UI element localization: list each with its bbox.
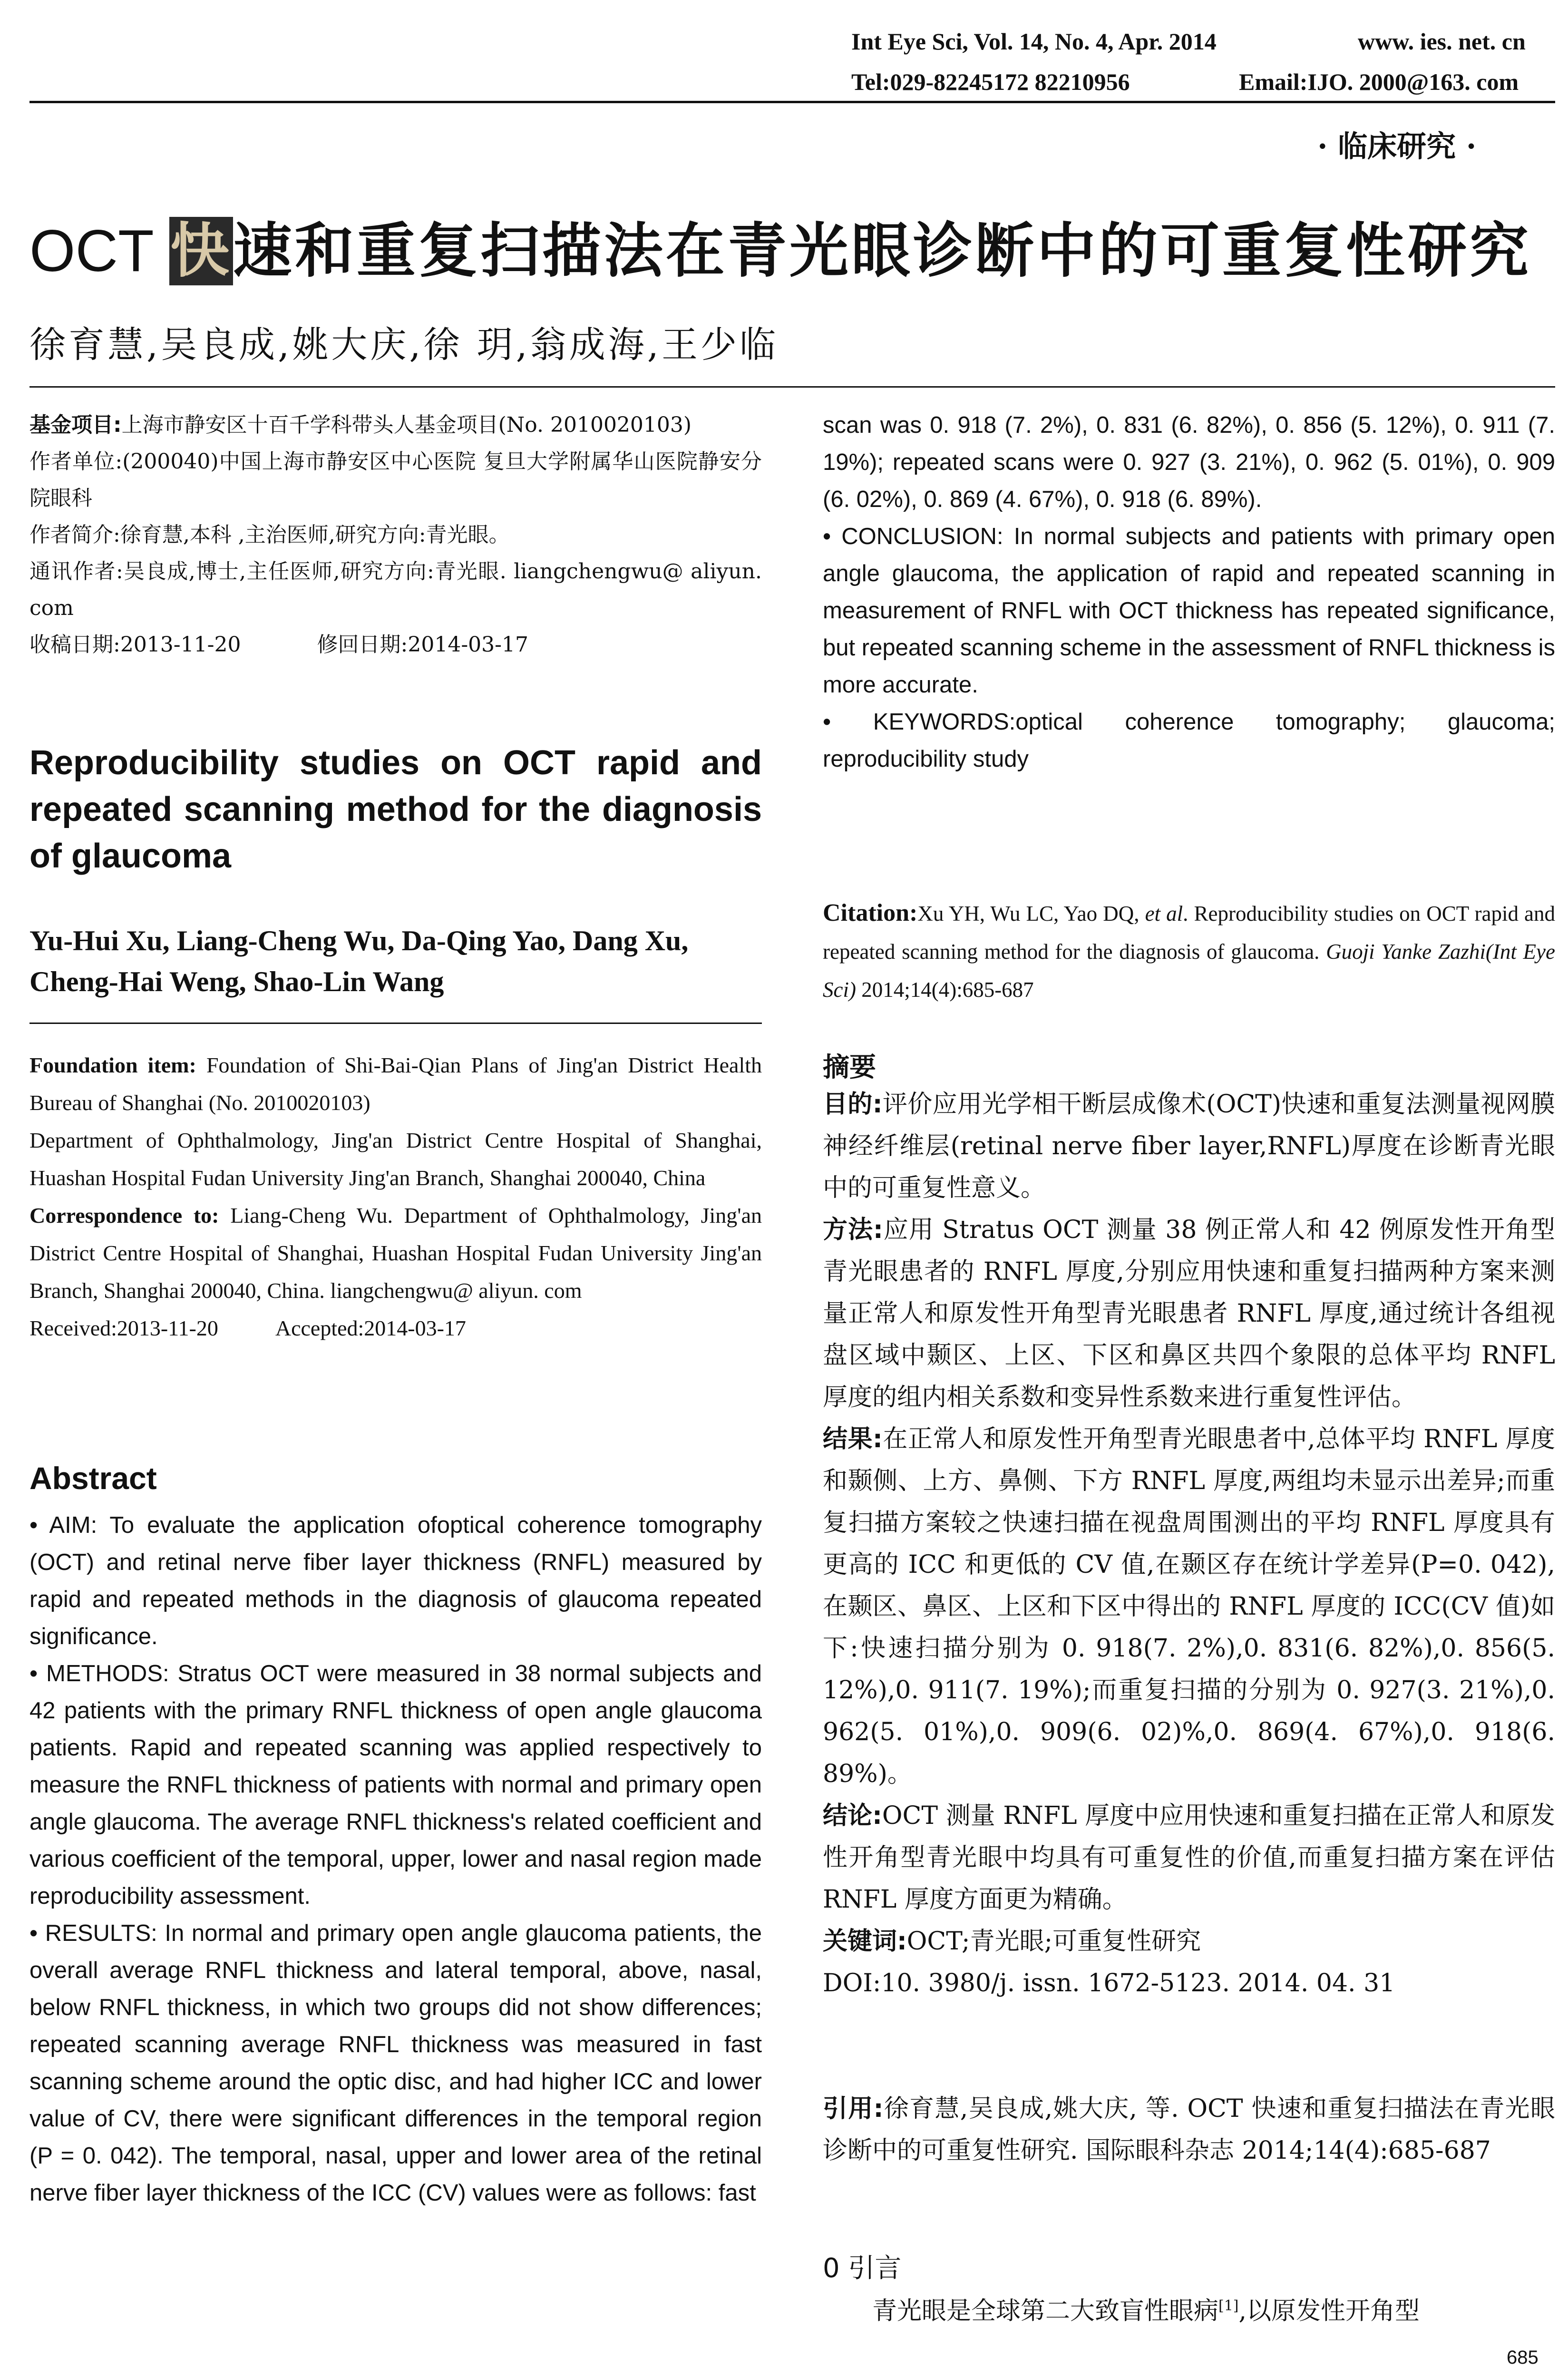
- dates-cn: [29, 626, 762, 663]
- cn-methods: [823, 1209, 1555, 1418]
- cn-results-text: 在正常人和原发性开角型青光眼患者中,总体平均 RNFL 厚度和颞侧、上方、鼻侧、下方 RNFL 厚度,两组均未显示出差异;而重复扫描方案较之快速扫描在视盘周围测出的平均 RNFL 厚度具有更高的 ICC 和更低的 CV 值,在颞区存在统计学差异(P=0. 042),在颞区、鼻区、上区和下区中得出的 RNFL 厚度的 ICC(CV 值)如下:快速扫描分别为 0. 918(7. 2%),0. 831(6. 82%),0. 856(5. 12%),0. 911(7. 19%);而重复扫描的分别为 0. 927(3. 21%),0. 962(5. 01%),0. 909(6. 02)%,0. 869(4. 67%),0. 918(6. 89%)。: [823, 1425, 1555, 1788]
- citation-label: Citation:: [823, 899, 918, 926]
- foundation-label: Foundation item:: [29, 1053, 196, 1077]
- section-tag: · 临床研究 ·: [1317, 129, 1477, 164]
- cn-conclusion-label: 结论:: [823, 1802, 882, 1830]
- fund-item: [29, 407, 762, 443]
- citation-text1: Xu YH, Wu LC, Yao DQ,: [917, 902, 1145, 925]
- authors-rule: [29, 386, 1555, 388]
- cn-keywords-text: OCT;青光眼;可重复性研究: [906, 1927, 1201, 1956]
- correspondence-label: Correspondence to:: [29, 1203, 219, 1227]
- abstract-results-continued: scan was 0. 918 (7. 2%), 0. 831 (6. 82%), 0. 856 (5. 12%), 0. 911 (7. 19%); repeated scans were 0. 927 (3. 21%), 0. 962 (5. 01%), 0. 909 (6. 02%), 0. 869 (4. 67%), 0. 918 (6. 89%).: [823, 412, 1555, 512]
- fund-label: 基金项目:: [29, 413, 122, 437]
- author-unit: [29, 443, 762, 516]
- journal-website: www. ies. net. cn: [1358, 28, 1526, 55]
- title-highlight: 快: [170, 217, 232, 285]
- cn-aim-label: 目的:: [823, 1090, 883, 1119]
- abstract-right: [823, 407, 1555, 778]
- citation-journal: Guoji Yanke Zazhi(Int Eye Sci): [823, 940, 1555, 1002]
- citation-etal: et al: [1145, 902, 1183, 925]
- correspondence-text: Liang-Cheng Wu. Department of Ophthalmology, Jing'an District Centre Hospital of Shanghai, Huashan Hospital Fudan University Jing'an Branch, Shanghai 200040, China. liangchengwu@ aliyun. com: [29, 1203, 762, 1303]
- intro-heading: 0 引言: [823, 2253, 902, 2284]
- cn-conclusion: [823, 1795, 1555, 1920]
- intro-paragraph: [823, 2285, 1555, 2332]
- corr-label: 通讯作者:: [29, 559, 123, 584]
- cn-doi: DOI:10. 3980/j. issn. 1672-5123. 2014. 04. 31: [823, 1969, 1395, 1997]
- citation-en: [823, 894, 1555, 1009]
- cn-conclusion-text: OCT 测量 RNFL 厚度中应用快速和重复扫描在正常人和原发性开角型青光眼中均具有可重复性的价值,而重复扫描方案在评估 RNFL 厚度方面更为精确。: [823, 1802, 1555, 1914]
- department: Department of Ophthalmology, Jing'an District Centre Hospital of Shanghai, Huashan Hospital Fudan University Jing'an Branch, Shanghai 200040, China: [29, 1128, 762, 1190]
- foundation-text: Foundation of Shi-Bai-Qian Plans of Jing'an District Health Bureau of Shanghai (No. 2010020103): [29, 1053, 762, 1115]
- citation-text3: 2014;14(4):685-687: [856, 978, 1034, 1002]
- intro-text-b: ,以原发性开角型: [1238, 2297, 1420, 2326]
- cn-keywords-label: 关键词:: [823, 1927, 907, 1956]
- foundation-item: [29, 1046, 762, 1121]
- revised-cn: 修回日期:2014-03-17: [317, 633, 529, 657]
- received-cn: 收稿日期:2013-11-20: [29, 633, 241, 657]
- abstract-aim: • AIM: To evaluate the application ofoptical coherence tomography (OCT) and retinal nerve fiber layer thickness (RNFL) measured by rapid and repeated methods in the diagnosis of glaucoma repeated significance.: [29, 1512, 762, 1649]
- cn-methods-label: 方法:: [823, 1216, 883, 1244]
- abstract-methods: • METHODS: Stratus OCT were measured in 38 normal subjects and 42 patients with the primary RNFL thickness of open angle glaucoma patients. Rapid and repeated scanning was applied respectively to measure the RNFL thickness of patients with normal and primary open angle glaucoma. The average RNFL thickness's related coefficient and various coefficient of the temporal, upper, lower and nasal region made reproducibility assessment.: [29, 1661, 762, 1909]
- abstract-keywords: • KEYWORDS:optical coherence tomography; glaucoma; reproducibility study: [823, 709, 1555, 772]
- page-number: 685: [1507, 2347, 1539, 2368]
- intro-text: 徐育慧,本科 ,主治医师,研究方向:青光眼。: [120, 523, 510, 547]
- abstract-heading: Abstract: [29, 1461, 157, 1496]
- corr-text: 吴良成,博士,主任医师,研究方向:青光眼. liangchengwu@ aliyun. com: [29, 559, 762, 620]
- cn-meta-block: [29, 407, 762, 663]
- paper-title-cn: [29, 204, 1531, 288]
- authors-cn: 徐育慧,吴良成,姚大庆,徐 玥,翁成海,王少临: [29, 323, 779, 366]
- citation-text2: . Reproducibility studies on OCT rapid and repeated scanning method for the diagnosis of glaucoma.: [823, 902, 1556, 964]
- journal-line: Int Eye Sci, Vol. 14, No. 4, Apr. 2014: [851, 28, 1217, 55]
- accepted-en: Accepted:2014-03-17: [275, 1316, 466, 1340]
- header-rule: [29, 101, 1555, 103]
- cn-citation: [823, 2088, 1555, 2172]
- title-prefix: OCT: [29, 218, 169, 284]
- title-rest: 速和重复扫描法在青光眼诊断中的可重复性研究: [233, 217, 1531, 285]
- journal-email: Email:IJO. 2000@163. com: [1239, 68, 1519, 95]
- abstract-results: • RESULTS: In normal and primary open angle glaucoma patients, the overall average RNFL thickness and lateral temporal, above, nasal, below RNFL thickness, in which two groups did not show differences; repeated scanning average RNFL thickness was measured in fast scanning scheme around the optic disc, and had higher ICC and lower value of CV, there were significant differences in the temporal region (P = 0. 042). The temporal, nasal, upper and lower area of the retinal nerve fiber layer thickness of the ICC (CV) values were as follows: fast: [29, 1920, 762, 2206]
- intro-label: 作者简介:: [29, 523, 120, 547]
- received-en: Received:2013-11-20: [29, 1316, 218, 1340]
- authors-en: Yu-Hui Xu, Liang-Cheng Wu, Da-Qing Yao, Dang Xu, Cheng-Hai Weng, Shao-Lin Wang: [29, 925, 689, 997]
- correspondence: [29, 1197, 762, 1309]
- unit-label: 作者单位:: [29, 449, 123, 474]
- cn-results-label: 结果:: [823, 1425, 883, 1453]
- en-meta-block: [29, 1046, 762, 1347]
- journal-tel: Tel:029-82245172 82210956: [851, 68, 1130, 95]
- cn-aim-text: 评价应用光学相干断层成像术(OCT)快速和重复法测量视网膜神经纤维层(retinal nerve fiber layer,RNFL)厚度在诊断青光眼中的可重复性意义。: [823, 1090, 1555, 1202]
- cn-keywords: [823, 1920, 1555, 1962]
- intro-ref: [1]: [1218, 2298, 1239, 2314]
- cn-methods-text: 应用 Stratus OCT 测量 38 例正常人和 42 例原发性开角型青光眼患者的 RNFL 厚度,分别应用快速和重复扫描两种方案来测量正常人和原发性开角型青光眼患者 RNFL 厚度,通过统计各组视盘区域中颞区、上区、下区和鼻区共四个象限的总体平均 RNFL 厚度的组内相关系数和变异性系数来进行重复性评估。: [823, 1216, 1555, 1412]
- cn-citation-label: 引用:: [823, 2094, 884, 2123]
- cn-abstract-heading: 摘要: [823, 1052, 876, 1083]
- dates-en: [29, 1309, 762, 1347]
- paper-title-en: Reproducibility studies on OCT rapid and repeated scanning method for the diagnosis of glaucoma: [29, 744, 762, 875]
- en-authors-rule: [29, 1023, 762, 1024]
- cn-aim: [823, 1083, 1555, 1209]
- cn-results: [823, 1418, 1555, 1795]
- intro-text-a: 青光眼是全球第二大致盲性眼病: [872, 2297, 1219, 2326]
- corresponding-author: [29, 553, 762, 626]
- abstract-conclusion: • CONCLUSION: In normal subjects and patients with primary open angle glaucoma, the application of rapid and repeated scanning in measurement of RNFL with OCT thickness has repeated significance, but repeated scanning scheme in the assessment of RNFL thickness is more accurate.: [823, 524, 1555, 698]
- unit-text: (200040)中国上海市静安区中心医院 复旦大学附属华山医院静安分院眼科: [29, 449, 762, 510]
- cn-citation-text: 徐育慧,吴良成,姚大庆, 等. OCT 快速和重复扫描法在青光眼诊断中的可重复性研究. 国际眼科杂志 2014;14(4):685-687: [823, 2094, 1556, 2165]
- abstract-left: [29, 1507, 762, 2211]
- author-intro: [29, 516, 762, 553]
- fund-text: 上海市静安区十百千学科带头人基金项目(No. 2010020103): [121, 413, 692, 437]
- cn-abstract: [823, 1083, 1555, 2004]
